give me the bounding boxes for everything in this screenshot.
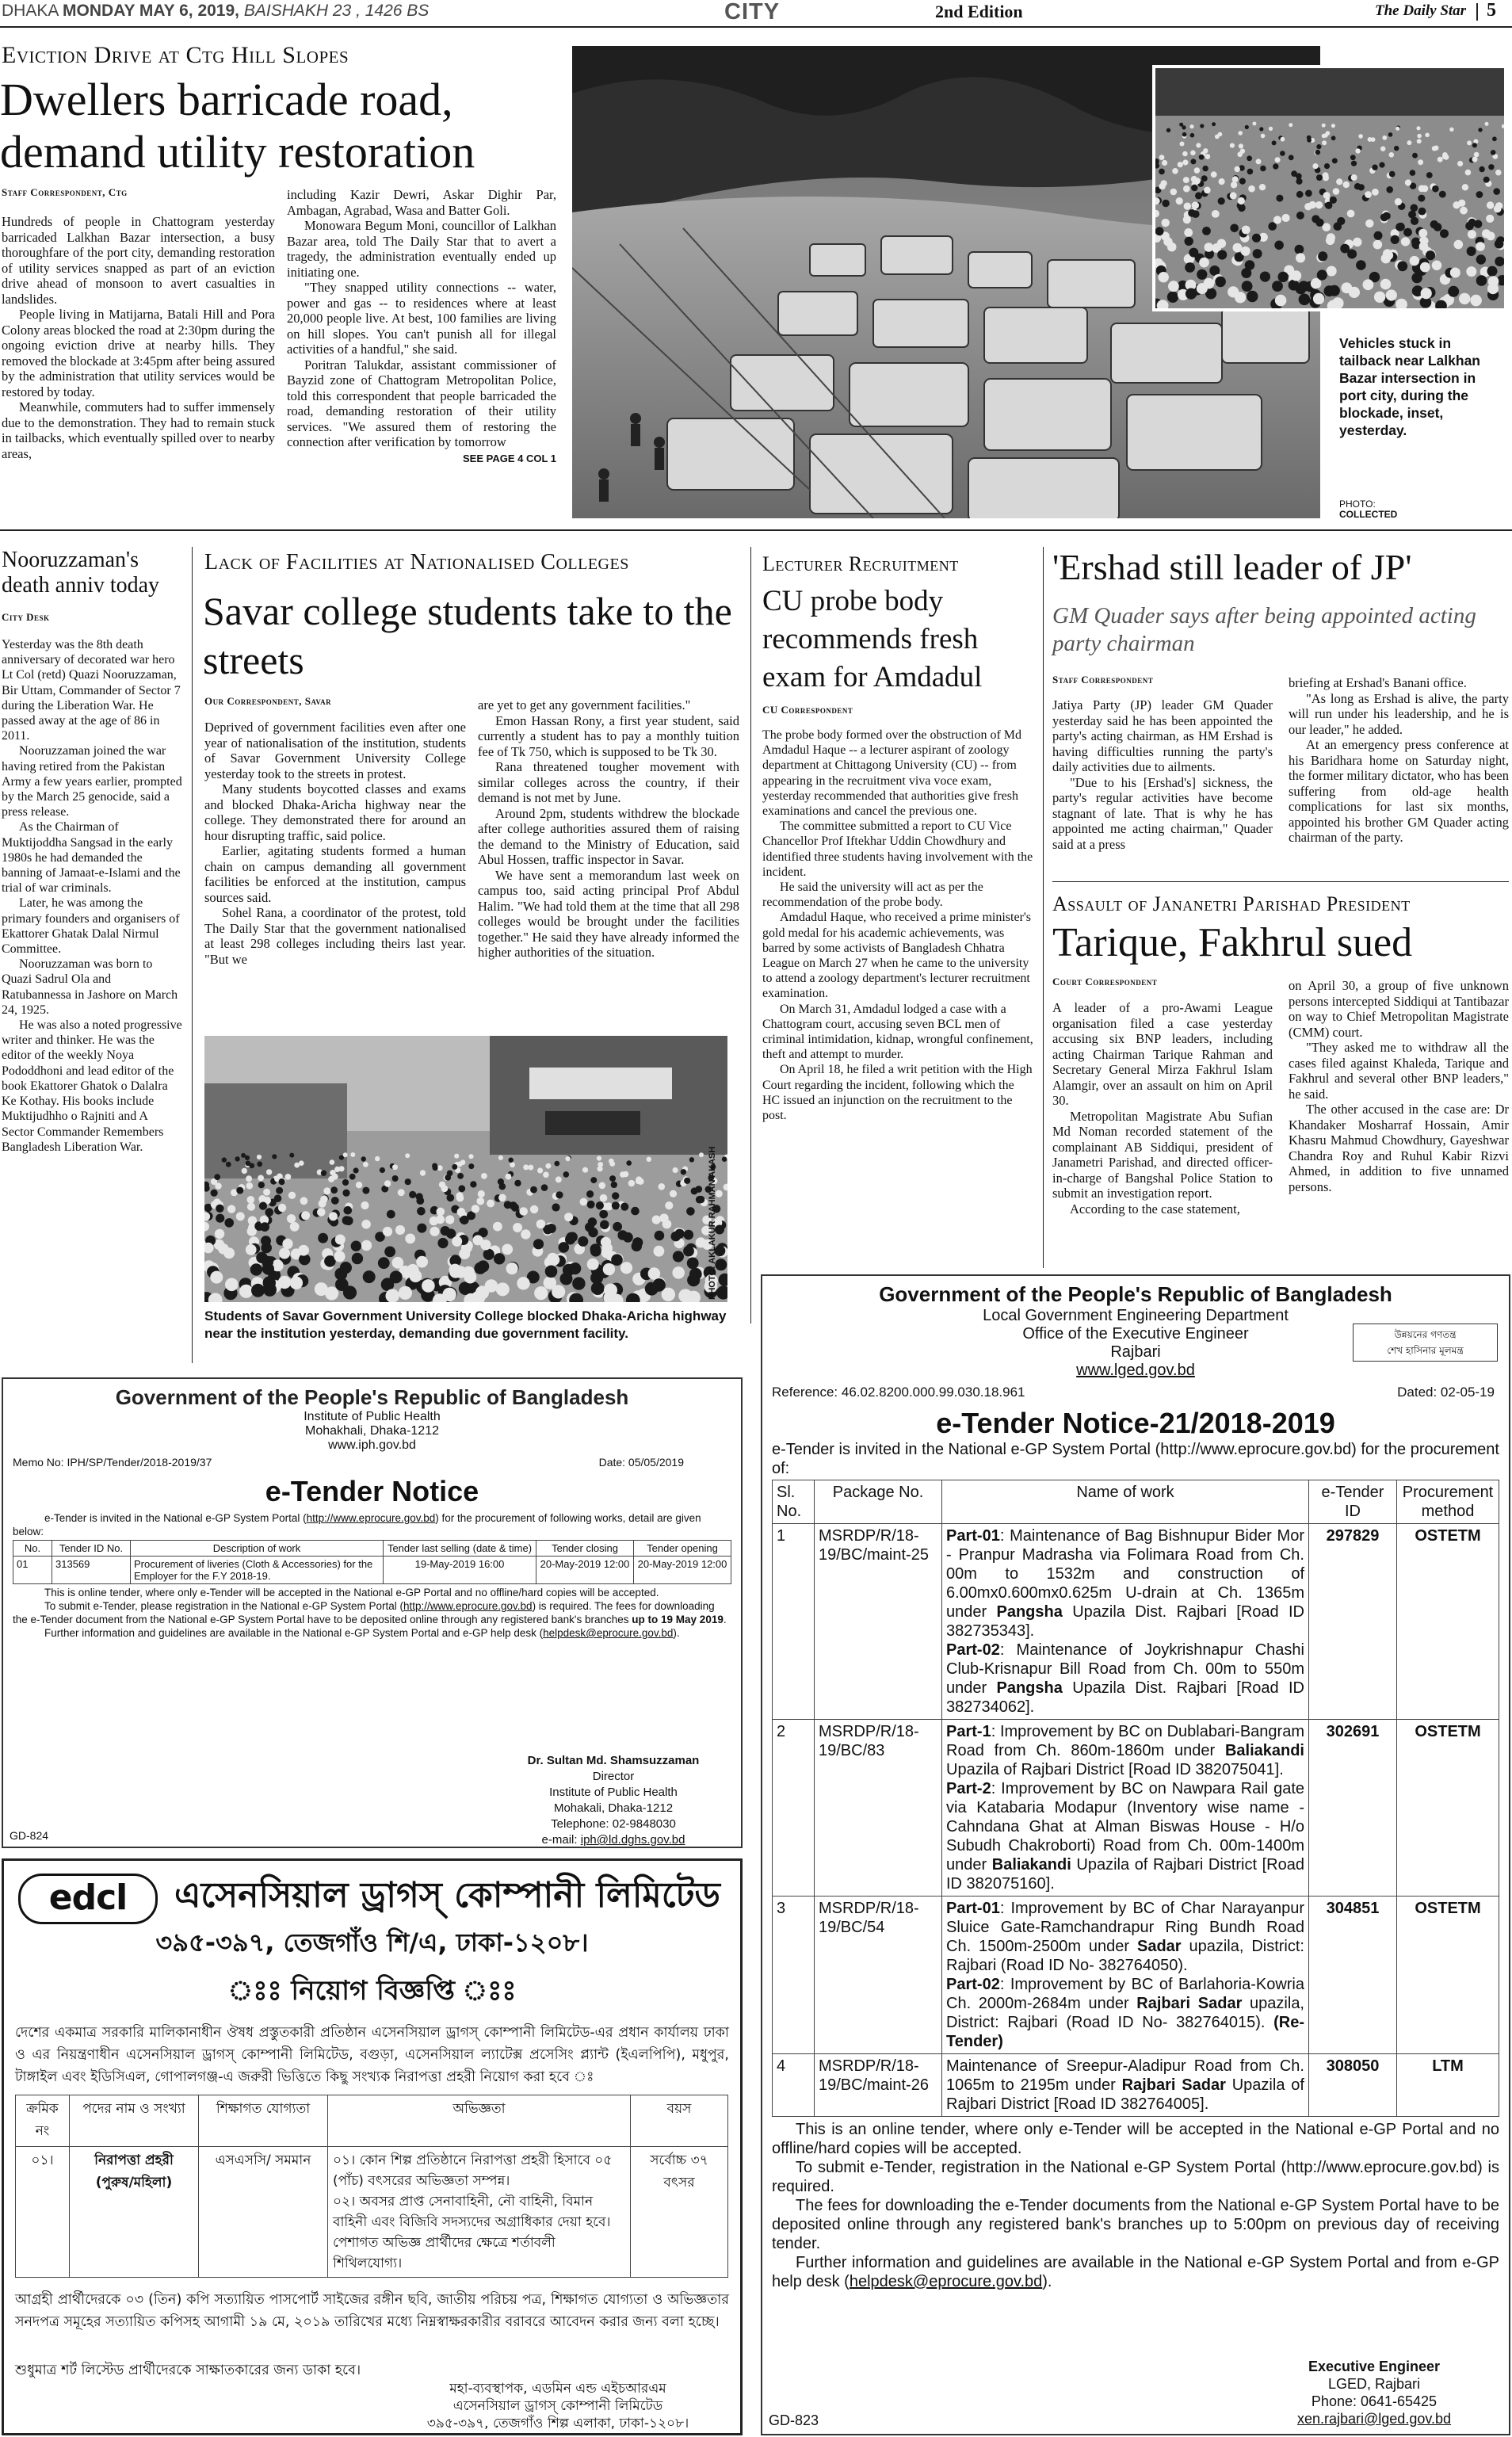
eviction-inset-photo — [1152, 65, 1507, 311]
edcl-cell-edu: এসএসসি/ সমমান — [199, 2147, 328, 2278]
masthead-date-main: MONDAY MAY 6, 2019, — [63, 2, 239, 20]
eviction-kicker: Eviction Drive at Ctg Hill Slopes — [2, 42, 349, 68]
edcl-th-no: ক্রমিক নং — [16, 2095, 70, 2147]
lged-th-sl: Sl. No. — [773, 1480, 815, 1524]
lged-intro: e-Tender is invited in the National e-GP System Portal (http://www.eprocure.gov.bd) for the procurement of: — [772, 1441, 1499, 1477]
savar-col2-p2: Emon Hassan Rony, a first year student, said currently a student has to pay a monthly tuition fee of Tk 750, which is supposed to be Tk 30. — [478, 712, 739, 759]
lged-work-text: : Maintenance of Joykrishnapur Chashi Club-Krisnapur Bill Road from Ch. 00m to 550m under — [946, 1641, 1304, 1697]
lged-cell-method: LTM — [1397, 2054, 1499, 2117]
iph-cell-id: 313569 — [52, 1557, 131, 1584]
lged-work-part — [946, 1975, 1304, 2051]
lged-work-part — [946, 1779, 1304, 1893]
tarique-kicker: Assault of Jananetri Parishad President — [1052, 892, 1411, 915]
lged-table-header — [773, 1480, 1499, 1524]
lged-para-4-b: ). — [1042, 2273, 1052, 2290]
lged-para-1: This is an online tender, where only e-Tender will be accepted in the National e-GP Portal and no offline/hard copies will be accepted. — [772, 2121, 1499, 2157]
edcl-intro: দেশের একমাত্র সরকারি মালিকানাধীন ঔষধ প্রস্তুতকারী প্রতিষ্ঠান এসেনসিয়াল ড্রাগস্ কোম্পানী লিমিটেড-এর প্রধান কার্যালয় ঢাকা ও এর নিয়ন্ত্রণাধীন এসেনসিয়াল ড্রাগস্ কোম্পানী লিমিটেড, বগুড়া, এসেনসিয়াল ল্যাটেক্স প্রসেসিং প্ল্যান্ট (ইএলপিপি), মধুপুর, টাঙ্গাইল এবং ইডিসিএল, গোপালগঞ্জ-এ জরুরী ভিত্তিতে কিছু সংখ্যক নিরাপত্তা প্রহরী নিয়োগ করা হবে ঃ — [15, 2025, 729, 2085]
lged-cell-pkg: MSRDP/R/18-19/BC/maint-25 — [815, 1524, 942, 1720]
iph-sign-addr: Mohakali, Dhaka-1212 — [553, 1801, 674, 1815]
amdadul-p2: The committee submitted a report to CU Vice Chancellor Prof Iftekhar Uddin Chowdhury and identified three students having involvement with the incident. — [762, 819, 1033, 879]
lged-work-part — [946, 1722, 1304, 1779]
lged-work-bold: Rajbari Sadar — [1121, 2076, 1226, 2094]
lged-work-bold: Pangsha — [996, 1679, 1063, 1697]
amdadul-kicker: Lecturer Recruitment — [762, 552, 959, 575]
edcl-exp-2: ০২। অবসর প্রাপ্ত সেনাবাহিনী, নৌ বাহিনী, বিমান বাহিনী এবং বিজিবি সদস্যদের অগ্রাধিকার দেয়া হবে। পেশাগত অভিজ্ঞ প্রার্থীদের ক্ষেত্রে শর্তাবলী শিথিলযোগ্য। — [333, 2194, 611, 2271]
edcl-post-sub: (পুরুষ/মহিলা) — [95, 2175, 173, 2191]
paper-logo: The Daily Star — [1375, 2, 1467, 19]
edcl-cell-no: ০১। — [16, 2147, 70, 2278]
iph-web[interactable]: www.iph.gov.bd — [328, 1438, 416, 1452]
lged-dated: Dated: 02-05-19 — [1397, 1385, 1495, 1400]
tarique-col2 — [1289, 978, 1509, 1194]
iph-address: Mohakhali, Dhaka-1212 — [305, 1424, 439, 1438]
lged-cell-work — [942, 1897, 1309, 2054]
lged-work-text: : Improvement by BC of Barlahoria-Kowria Ch. 2000m-2684m under — [946, 1976, 1304, 2012]
page-number: 5 — [1487, 0, 1496, 21]
amdadul-p5: On March 31, Amdadul lodged a case with a Chattogram court, accusing seven BCL men of criminal intimidation, kidnap, wrongful confinement, theft and attempt to murder. — [762, 1002, 1033, 1062]
savar-col1-p2: Many students boycotted classes and exams and blocked Dhaka-Aricha highway near the college. They demonstrated there for around an hour disrupting traffic, said police. — [204, 781, 466, 843]
nooruzzaman-headline: Nooruzzaman's death anniv today — [2, 548, 160, 598]
edcl-address: ৩৯৫-৩৯৭, তেজগাঁও শি/এ, ঢাকা-১২০৮। — [155, 1927, 589, 1958]
edcl-th-exp: অভিজ্ঞতা — [328, 2095, 631, 2147]
eviction-col1 — [2, 214, 275, 461]
lged-work-label: Part-02 — [946, 1641, 1000, 1659]
lged-work-label: Part-02 — [946, 1976, 1000, 1993]
edcl-logo-text: edcl — [48, 1877, 128, 1918]
edcl-cell-exp — [328, 2147, 631, 2278]
lged-work-tail: upazila, District: Rajbari (Road ID No- 382764050). — [946, 1938, 1304, 1974]
savar-photo-credit: PHOTO: AKLAKUR RAHMAN AKASH — [708, 1146, 717, 1300]
iph-org: Institute of Public Health — [304, 1410, 441, 1423]
lged-heading: e-Tender Notice-21/2018-2019 — [936, 1407, 1335, 1439]
eviction-col1-p3: Meanwhile, commuters had to suffer immensely due to the demonstration. They had to remain stuck in tailbacks, which eventually spilled over to nearby areas, — [2, 399, 275, 461]
iph-para-2 — [13, 1599, 731, 1626]
lged-cell-work — [942, 1720, 1309, 1897]
nooruzzaman-p1: Yesterday was the 8th death anniversary of decorated war hero Lt Col (retd) Quazi Nooruzzaman, Bir Uttam, Commander of Sector 7 during the Liberation War. He passed away at the age of 86 in 2011. — [2, 638, 181, 743]
iph-th-selling: Tender last selling (date & time) — [384, 1541, 536, 1557]
lged-work-tail: Upazila Dist. Rajbari [Road ID 382735343]. — [946, 1603, 1304, 1640]
savar-col1-p1: Deprived of government facilities even after one year of nationalisation of the institution, students of Savar Government University College yesterday took to the streets in protest. — [204, 720, 466, 781]
lged-cell-sl: 2 — [773, 1720, 815, 1897]
ershad-col2-p3: At an emergency press conference at his Baridhara home on Saturday night, the former military dictator, who has been suffering from old-age health complications for last six months, appointed his brother GM Quader acting chairman of the party. — [1289, 737, 1509, 845]
savar-col1 — [204, 720, 466, 967]
lged-work-part — [946, 1899, 1304, 1975]
iph-intro — [13, 1511, 731, 1538]
lged-slogan-box — [1353, 1324, 1498, 1362]
iph-th-opening: Tender opening — [634, 1541, 731, 1557]
lged-work-label: Part-2 — [946, 1780, 991, 1797]
savar-col1-p4: Sohel Rana, a coordinator of the protest, told The Daily Star that the government nationalised at least 298 colleges including theirs last year. "But we — [204, 905, 466, 967]
eviction-col2-p2: Monowara Begum Moni, councillor of Lalkhan Bazar area, told The Daily Star that to avert a tragedy, the administration eventually ended up initiating one. — [287, 218, 556, 280]
nooruzzaman-p5: Nooruzzaman was born to Quazi Sadrul Ola and Ratubannessa in Jashore on March 24, 1925. — [2, 957, 178, 1017]
edcl-post-name: নিরাপত্তা প্রহরী — [94, 2152, 174, 2168]
iph-sign-email-label: e-mail: — [541, 1833, 581, 1847]
iph-cell-desc: Procurement of liveries (Cloth & Accessories) for the Employer for the F.Y 2018-19. — [131, 1557, 384, 1584]
iph-para-1: This is online tender, where only e-Tender will be accepted in the National e-GP Portal and no offline/hard copies will be accepted. — [44, 1587, 659, 1599]
masthead-rule — [0, 26, 1512, 28]
table-row — [773, 1720, 1499, 1897]
edcl-exp-1: ০১। কোন শিল্প প্রতিষ্ঠানে নিরাপত্তা প্রহরী হিসাবে ০৫ (পাঁচ) বৎসরের অভিজ্ঞতা সম্পন্ন। — [333, 2152, 613, 2189]
eviction-photo-credit-label: PHOTO: — [1339, 498, 1376, 510]
lged-code: GD-823 — [769, 2412, 819, 2428]
eviction-col2-p4: Poritran Talukdar, assistant commissioner of Bayzid zone of Chattogram Metropolitan Police, told this correspondent that people barricaded the road, demanding restoration of their utility services. "We assured them of restoring the connection after verification by tomorrow — [287, 357, 556, 449]
iph-memo: Memo No: IPH/SP/Tender/2018-2019/37 — [13, 1456, 212, 1469]
lged-work-part — [946, 1641, 1304, 1717]
edcl-th-post: পদের নাম ও সংখ্যা — [70, 2095, 199, 2147]
nooruzzaman-body — [2, 637, 182, 1155]
lged-work-bold2: (Re-Tender) — [946, 2014, 1304, 2050]
tarique-col2-p2: "They asked me to withdraw all the cases filed against Khaleda, Tarique and Fakhrul and several other BNP leaders," he said. — [1289, 1040, 1509, 1102]
iph-sign-email-link[interactable]: iph@ld.dghs.gov.bd — [580, 1833, 685, 1847]
table-row — [773, 1897, 1499, 2054]
lged-cell-method: OSTETM — [1397, 1524, 1499, 1720]
nooruzzaman-p3: As the Chairman of Muktijoddha Sangsad in the early 1980s he had demanded the banning of Jamaat-e-Islami and the trial of war criminals. — [2, 820, 181, 896]
lged-th-pkg: Package No. — [815, 1480, 942, 1524]
savar-col2 — [478, 697, 739, 961]
tarique-col2-p1: on April 30, a group of five unknown persons intercepted Siddiqui at Tantibazar on way to Chief Metropolitan Magistrate (CMM) court. — [1289, 978, 1509, 1040]
amdadul-byline: CU Correspondent — [762, 704, 853, 716]
lged-work-part — [946, 2057, 1304, 2114]
edcl-sign-3: ৩৯৫-৩৯৭, তেজগাঁও শিল্প এলাকা, ঢাকা-১২০৮। — [426, 2416, 689, 2431]
masthead-date-prefix: DHAKA — [2, 2, 59, 20]
iph-cell-selling: 19-May-2019 16:00 — [384, 1557, 536, 1584]
eviction-headline: Dwellers barricade road, demand utility restoration — [0, 74, 475, 178]
edcl-sign-1: মহা-ব্যবস্থাপক, এডমিন এন্ড এইচআরএম — [449, 2381, 666, 2397]
lged-work-text: : Improvement by BC of Char Narayanpur Sluice Gate-Ramchandrapur Ring Bundh Road Ch. 1500m-2500m under — [946, 1900, 1304, 1955]
lged-ref-row — [772, 1385, 1499, 1404]
iph-para-2-a: To submit e-Tender, please registration in the National e-GP System Portal ( — [44, 1600, 403, 1612]
lged-th-id: e-Tender ID — [1309, 1480, 1397, 1524]
lged-work-part — [946, 1526, 1304, 1641]
iph-intro-link[interactable]: http://www.eprocure.gov.bd — [306, 1512, 436, 1524]
top-section-rule — [0, 529, 1512, 531]
edcl-table-header — [16, 2095, 728, 2147]
iph-intro-a: e-Tender is invited in the National e-GP System Portal ( — [44, 1512, 307, 1524]
lged-work-bold: Pangsha — [996, 1603, 1063, 1621]
lged-work-label: Part-01 — [946, 1527, 1000, 1545]
savar-photo — [204, 1036, 727, 1302]
lged-work-text: : Improvement by BC on Dublabari-Bangram Road from Ch. 860m-1860m under — [946, 1723, 1304, 1759]
tarique-col1 — [1052, 1000, 1273, 1217]
lged-work-bold: Sadar — [1136, 1938, 1182, 1955]
ershad-byline: Staff Correspondent — [1052, 674, 1154, 686]
amdadul-p6: On April 18, he filed a writ petition with the High Court regarding the incident, following which the HC issued an injunction on the recruitment to the post. — [762, 1063, 1033, 1123]
iph-para-2-end: . — [723, 1614, 727, 1625]
lged-cell-method: OSTETM — [1397, 1897, 1499, 2054]
lged-table-body — [773, 1524, 1499, 2117]
edcl-sign-2: এসেনসিয়াল ড্রাগস্ কোম্পানী লিমিটেড — [452, 2398, 663, 2414]
iph-intro-b: ) for the procurement of following works, detail are given below: — [13, 1512, 701, 1537]
iph-para-3-a: Further information and guidelines are available in the National e-GP System Portal and e-GP help desk ( — [44, 1627, 544, 1639]
lged-work-tail: upazila, District: Rajbari (Road ID No- 382764015). — [946, 1995, 1304, 2031]
iph-th-closing: Tender closing — [536, 1541, 634, 1557]
iph-sign-email — [518, 1832, 708, 1848]
table-row — [16, 2147, 728, 2278]
lged-cell-sl: 3 — [773, 1897, 815, 2054]
nooruzzaman-p6: He was also a noted progressive writer and thinker. He was the editor of the weekly Noya Pododdhoni and lead editor of the book Ekattorer Ghatok o Dalalra Ke Kothay. His books include Muktijudhho o Rajniti and A Sector Commander Remembers Bangladesh Liberation War. — [2, 1018, 182, 1154]
iph-table-header — [13, 1541, 731, 1557]
iph-th-id: Tender ID No. — [52, 1541, 131, 1557]
nooruzzaman-byline: City Desk — [2, 611, 50, 623]
tarique-headline: Tarique, Fakhrul sued — [1052, 920, 1413, 965]
eviction-col2-p1: including Kazir Dewri, Askar Dighir Par, Ambagan, Agrabad, Wasa and Batter Goli. — [287, 187, 556, 218]
lged-cell-id: 297829 — [1309, 1524, 1397, 1720]
ershad-col1-p2: "Due to his [Ershad's] sickness, the party's regular activities have become stagnant of late. That is why he has appointed me acting chairman," Quader said at a press — [1052, 774, 1273, 852]
lged-work-label: Part-01 — [946, 1900, 1000, 1917]
lged-work-bold: Baliakandi — [1224, 1742, 1304, 1759]
nooruzzaman-p2: Nooruzzaman joined the war having retired from the Pakistan Army a few years earlier, prompted by the March 25 genocide, said a press release. — [2, 744, 182, 819]
edcl-apply: আগ্রহী প্রার্থীদেরকে ০৩ (তিন) কপি সত্যায়িত পাসপোর্ট সাইজের রঙ্গীন ছবি, জাতীয় পরিচয় পত্র, শিক্ষাগত যোগ্যতা ও অভিজ্ঞতার সনদপত্র সমূহের সত্যায়িত কপিসহ আগামী ১৯ মে, ২০১৯ তারিখের মধ্যে নিম্নস্বাক্ষরকারীর বরাবরে আবেদন করার জন্য বলা হচ্ছে। — [15, 2292, 729, 2330]
iph-para-2-b: ) is required. The fees for downloading the e-Tender document from the National e-GP System Portal have to be deposited online through any registered bank's branches — [13, 1600, 715, 1625]
amdadul-p1: The probe body formed over the obstruction of Md Amdadul Haque -- a lecturer aspirant of zoology department at Chittagong University (CU) -- from appearing in the recruitment viva voce exam, yesterday recommended that authorities give fresh examinations and cancel the previous one. — [762, 728, 1022, 819]
edcl-table — [15, 2095, 728, 2278]
tarique-col1-p3: According to the case statement, — [1070, 1201, 1240, 1217]
lged-work-tail: Upazila of Rajbari District [Road ID 382764005]. — [946, 2076, 1304, 2113]
eviction-photo-credit-name: COLLECTED — [1339, 509, 1398, 520]
lged-para-4-a: Further information and guidelines are available in the National e-GP System Portal and from e-GP help desk ( — [772, 2254, 1499, 2290]
lged-cell-pkg: MSRDP/R/18-19/BC/54 — [815, 1897, 942, 2054]
tarique-col1-p2: Metropolitan Magistrate Abu Sufian Md Noman recorded statement of the complainant AB Siddiqui, president of Janametri Parishad, and directed officer-in-charge of Bangshal Police Station to submit an investigation report. — [1052, 1108, 1273, 1201]
eviction-byline: Staff Correspondent, Ctg — [2, 186, 128, 198]
savar-col2-p3: Rana threatened tougher movement with similar colleges across the country, if their demand is not met by June. — [478, 759, 739, 805]
lged-sign-phone: Phone: 0641-65425 — [1311, 2393, 1438, 2409]
lged-para-4-link[interactable]: helpdesk@eprocure.gov.bd — [849, 2273, 1043, 2290]
iph-th-desc: Description of work — [131, 1541, 384, 1557]
ershad-headline: 'Ershad still leader of JP' — [1052, 547, 1412, 587]
lged-cell-work — [942, 2054, 1309, 2117]
table-row — [773, 2054, 1499, 2117]
crowd-inset-illustration — [1155, 68, 1504, 308]
iph-sign-name: Dr. Sultan Md. Shamsuzzaman — [527, 1754, 700, 1767]
ershad-rule — [1052, 881, 1509, 882]
masthead-date — [2, 2, 429, 21]
nooruzzaman-p4: Later, he was among the primary founders and organisers of Ekattorer Ghatak Dalal Nirmul Committee. — [2, 896, 180, 957]
iph-memo-row — [13, 1456, 731, 1472]
edcl-job-ad — [2, 1858, 743, 2435]
eviction-caption: Vehicles stuck in tailback near Lalkhan Bazar intersection in port city, during the blockade, inset, yesterday. — [1339, 335, 1480, 438]
edition-label: 2nd Edition — [935, 2, 1023, 21]
iph-para-3 — [13, 1626, 731, 1640]
iph-tender-ad — [2, 1377, 743, 1848]
lged-work-text: : Improvement by BC on Nawpara Rail gate via Katabaria Modapur (Inventory wise name - Cahndana Ghat at Alman Biswas House - H/o Subudh Chakroborti) Road from Ch. 00m-1400m under — [946, 1780, 1304, 1874]
iph-sign-title: Director — [592, 1770, 635, 1783]
amdadul-headline: CU probe body recommends fresh exam for Amdadul — [762, 585, 983, 693]
iph-signature — [518, 1753, 708, 1848]
amdadul-p4: Amdadul Haque, who received a prime minister's gold medal for his academic achievements, was barred by some activists of Bangladesh Chhatra League on March 27 when he came to the university to attend a zoology department's lecturer recruitment examination. — [762, 911, 1032, 1001]
iph-date: Date: 05/05/2019 — [598, 1456, 684, 1469]
ershad-col2 — [1289, 675, 1509, 846]
lged-ref: Reference: 46.02.8200.000.99.030.18.961 — [772, 1385, 1025, 1400]
masthead — [0, 0, 1512, 24]
lged-cell-pkg: MSRDP/R/18-19/BC/maint-26 — [815, 2054, 942, 2117]
lged-sign-org: LGED, Rajbari — [1327, 2376, 1421, 2392]
edcl-th-edu: শিক্ষাগত যোগ্যতা — [199, 2095, 328, 2147]
lged-cell-id: 304851 — [1309, 1897, 1397, 2054]
edcl-notice-title: ঃঃ নিয়োগ বিজ্ঞপ্তি ঃঃ — [227, 1975, 517, 2007]
lged-work-tail: Upazila of Rajbari District [Road ID 382075160]. — [946, 1856, 1304, 1893]
tarique-byline: Court Correspondent — [1052, 976, 1158, 987]
amdadul-body — [762, 728, 1033, 1123]
savar-kicker: Lack of Facilities at Nationalised Colleges — [204, 550, 629, 575]
ershad-col1 — [1052, 697, 1273, 852]
lged-slogan-2: শেখ হাসিনার মূলমন্ত্র — [1387, 1345, 1464, 1356]
edcl-logo — [18, 1874, 158, 1924]
lged-para-3: The fees for downloading the e-Tender documents from the National e-GP System Portal have to be deposited online through any registered bank's branches up to 5:00pm on previous day of receiving tender. — [772, 2197, 1499, 2252]
lged-cell-id: 308050 — [1309, 2054, 1397, 2117]
lged-work-bold: Baliakandi — [991, 1856, 1071, 1874]
lged-para-4 — [772, 2253, 1499, 2291]
eviction-col2 — [287, 187, 556, 466]
lged-sign-email[interactable]: xen.rajbari@lged.gov.bd — [1296, 2411, 1452, 2427]
lged-sign-title: Executive Engineer — [1308, 2359, 1441, 2374]
iph-title: Government of the People's Republic of Bangladesh — [115, 1385, 629, 1409]
tarique-col1-p1: A leader of a pro-Awami League organisation filed a case yesterday accusing six BNP leaders, including acting Chairman Tarique Rahman and Secretary General Mirza Fakhrul Islam Alamgir, over an assault on him on April 30. — [1052, 1000, 1273, 1108]
col-rule-2 — [750, 547, 751, 1324]
col-rule-3 — [1043, 547, 1044, 1268]
lged-work-bold: Rajbari Sadar — [1136, 1995, 1243, 2012]
savar-col2-p5: We have sent a memorandum last week on campus too, said acting principal Prof Abdul Halim. "We had told them at the time that all 298 colleges would be brought under the facilities together." He said they have already informed the higher authorities of the situation. — [478, 867, 739, 960]
eviction-col1-p1: Hundreds of people in Chattogram yesterday barricaded Lalkhan Bazar intersection, a busy thoroughfare of the port city, demanding restoration of utility services snapped as part of an eviction drive ahead of monsoon to avert casualties in landslides. — [2, 214, 275, 307]
savar-col2-p4: Around 2pm, students withdrew the blockade after college authorities assured them of raising the demand to the Ministry of Education, said Abul Hossen, traffic inspector in Savar. — [478, 805, 739, 867]
eviction-col1-p2: People living in Matijarna, Batali Hill and Pora Colony areas blocked the road at 2:30pm during the ongoing eviction drive at nearby hills. They removed the blockade at 3:45pm after being assured by the administration that utility services would be restored by today. — [2, 307, 276, 399]
lged-work-label: Part-1 — [946, 1723, 991, 1740]
eviction-col2-p3: "They snapped utility connections -- water, power and gas -- to residences where at least 20,000 people live. At best, 100 families are living on hill slopes. You can't punish all for illegal activities of a handful," she said. — [287, 280, 556, 357]
savar-headline: Savar college students take to the streets — [203, 589, 732, 682]
table-row — [13, 1557, 731, 1584]
iph-sign-tel: Telephone: 02-9848030 — [551, 1817, 676, 1831]
eviction-photo-credit — [1339, 499, 1397, 520]
lged-tender-ad — [761, 1274, 1510, 2435]
lged-para-2: To submit e-Tender, registration in the National e-GP System Portal (http://www.eprocure.gov.bd) is required. — [772, 2159, 1499, 2195]
eviction-continued: SEE PAGE 4 COL 1 — [462, 452, 556, 464]
lged-office: Office of the Executive Engineer — [1022, 1325, 1249, 1343]
iph-table — [13, 1540, 731, 1584]
edcl-signature — [407, 2380, 708, 2432]
lged-work-tail: Upazila of Rajbari District [Road ID 382075041]. — [946, 1761, 1284, 1778]
iph-para-3-b: ). — [673, 1627, 680, 1639]
iph-para-2-deadline: up to 19 May 2019 — [632, 1614, 724, 1625]
edcl-th-age: বয়স — [631, 2095, 728, 2147]
lged-signature — [1271, 2358, 1477, 2427]
lged-work-text: Maintenance of Sreepur-Aladipur Road from Ch. 1065m to 2195m under — [946, 2057, 1304, 2094]
savar-col2-p1: are yet to get any government facilities." — [478, 697, 691, 712]
iph-th-no: No. — [13, 1541, 52, 1557]
ershad-col2-p2: "As long as Ershad is alive, the party will run under his leadership, and he is our leader," he added. — [1289, 690, 1509, 737]
lged-web[interactable]: www.lged.gov.bd — [1076, 1362, 1195, 1379]
iph-heading: e-Tender Notice — [265, 1475, 479, 1507]
lged-work-tail: Upazila Dist. Rajbari [Road ID 382734062]. — [946, 1679, 1304, 1716]
ershad-col1-p1: Jatiya Party (JP) leader GM Quader yesterday said he has been appointed the party's acting chairman, as HM Ershad is having difficulties running the party's daily activities due to ailments. — [1052, 697, 1273, 774]
protest-photo-illustration — [204, 1036, 727, 1302]
iph-para-3-link[interactable]: helpdesk@eprocure.gov.bd — [543, 1627, 674, 1639]
lged-dept: Local Government Engineering Department — [983, 1307, 1289, 1324]
section-name: CITY — [724, 0, 781, 25]
tarique-col2-p3: The other accused in the case are: Dr Khandaker Mosharraf Hossain, Amir Khasru Mahmud Chowdhury, Gayeshwar Chandra Roy and Ruhul Kabir Rizvi Ahmed, in addition to five unnamed persons. — [1289, 1102, 1509, 1194]
iph-cell-no: 01 — [13, 1557, 52, 1584]
ershad-subhead: GM Quader says after being appointed acting party chairman — [1052, 603, 1476, 656]
iph-code: GD-824 — [10, 1829, 49, 1842]
lged-place: Rajbari — [1110, 1343, 1161, 1361]
lged-title: Government of the People's Republic of Bangladesh — [879, 1282, 1392, 1306]
lged-table — [772, 1480, 1499, 2117]
masthead-separator — [1476, 3, 1478, 21]
iph-cell-opening: 20-May-2019 12:00 — [634, 1557, 731, 1584]
amdadul-p3: He said the university will act as per the recommendation of the probe body. — [762, 880, 983, 910]
lged-cell-id: 302691 — [1309, 1720, 1397, 1897]
lged-cell-work — [942, 1524, 1309, 1720]
lged-cell-method: OSTETM — [1397, 1720, 1499, 1897]
lged-slogan-1: উন্নয়নের গণতন্ত্র — [1394, 1329, 1457, 1340]
edcl-company: এসেনসিয়াল ড্রাগস্ কোম্পানী লিমিটেড — [174, 1875, 720, 1916]
edcl-cell-post — [70, 2147, 199, 2278]
savar-byline: Our Correspondent, Savar — [204, 695, 332, 707]
lged-cell-sl: 4 — [773, 2054, 815, 2117]
iph-cell-closing: 20-May-2019 12:00 — [536, 1557, 634, 1584]
masthead-date-bs: BAISHAKH 23 , 1426 BS — [243, 2, 430, 20]
iph-sign-org: Institute of Public Health — [549, 1786, 678, 1799]
iph-para-2-link[interactable]: http://www.eprocure.gov.bd — [403, 1600, 533, 1612]
ershad-col2-p1: briefing at Ershad's Banani office. — [1289, 675, 1467, 690]
edcl-shortlist: শুধুমাত্র শর্ট লিস্টেড প্রার্থীদেরকে সাক্ষাতকারের জন্য ডাকা হবে। — [15, 2363, 361, 2378]
lged-th-method: Procurement method — [1397, 1480, 1499, 1524]
savar-caption: Students of Savar Government University College blocked Dhaka-Aricha highway near the institution yesterday, demanding due government facility. — [204, 1308, 727, 1341]
lged-cell-pkg: MSRDP/R/18-19/BC/83 — [815, 1720, 942, 1897]
col-rule-1 — [192, 547, 193, 1363]
edcl-cell-age: সর্বোচ্চ ৩৭ বৎসর — [631, 2147, 728, 2278]
lged-cell-sl: 1 — [773, 1524, 815, 1720]
lged-work-text: : Maintenance of Bag Bishnupur Bider Mor - Pranpur Madrasha via Folimara Road from Ch. 00m to 1532m and construction of 6.00mx0.600mx0.625m U-drain at Ch. 1365m under — [946, 1527, 1304, 1621]
savar-col1-p3: Earlier, agitating students formed a human chain on campus demanding all government facilities be enforced at the institution, campus sources said. — [204, 843, 466, 905]
table-row — [773, 1524, 1499, 1720]
lged-th-work: Name of work — [942, 1480, 1309, 1524]
